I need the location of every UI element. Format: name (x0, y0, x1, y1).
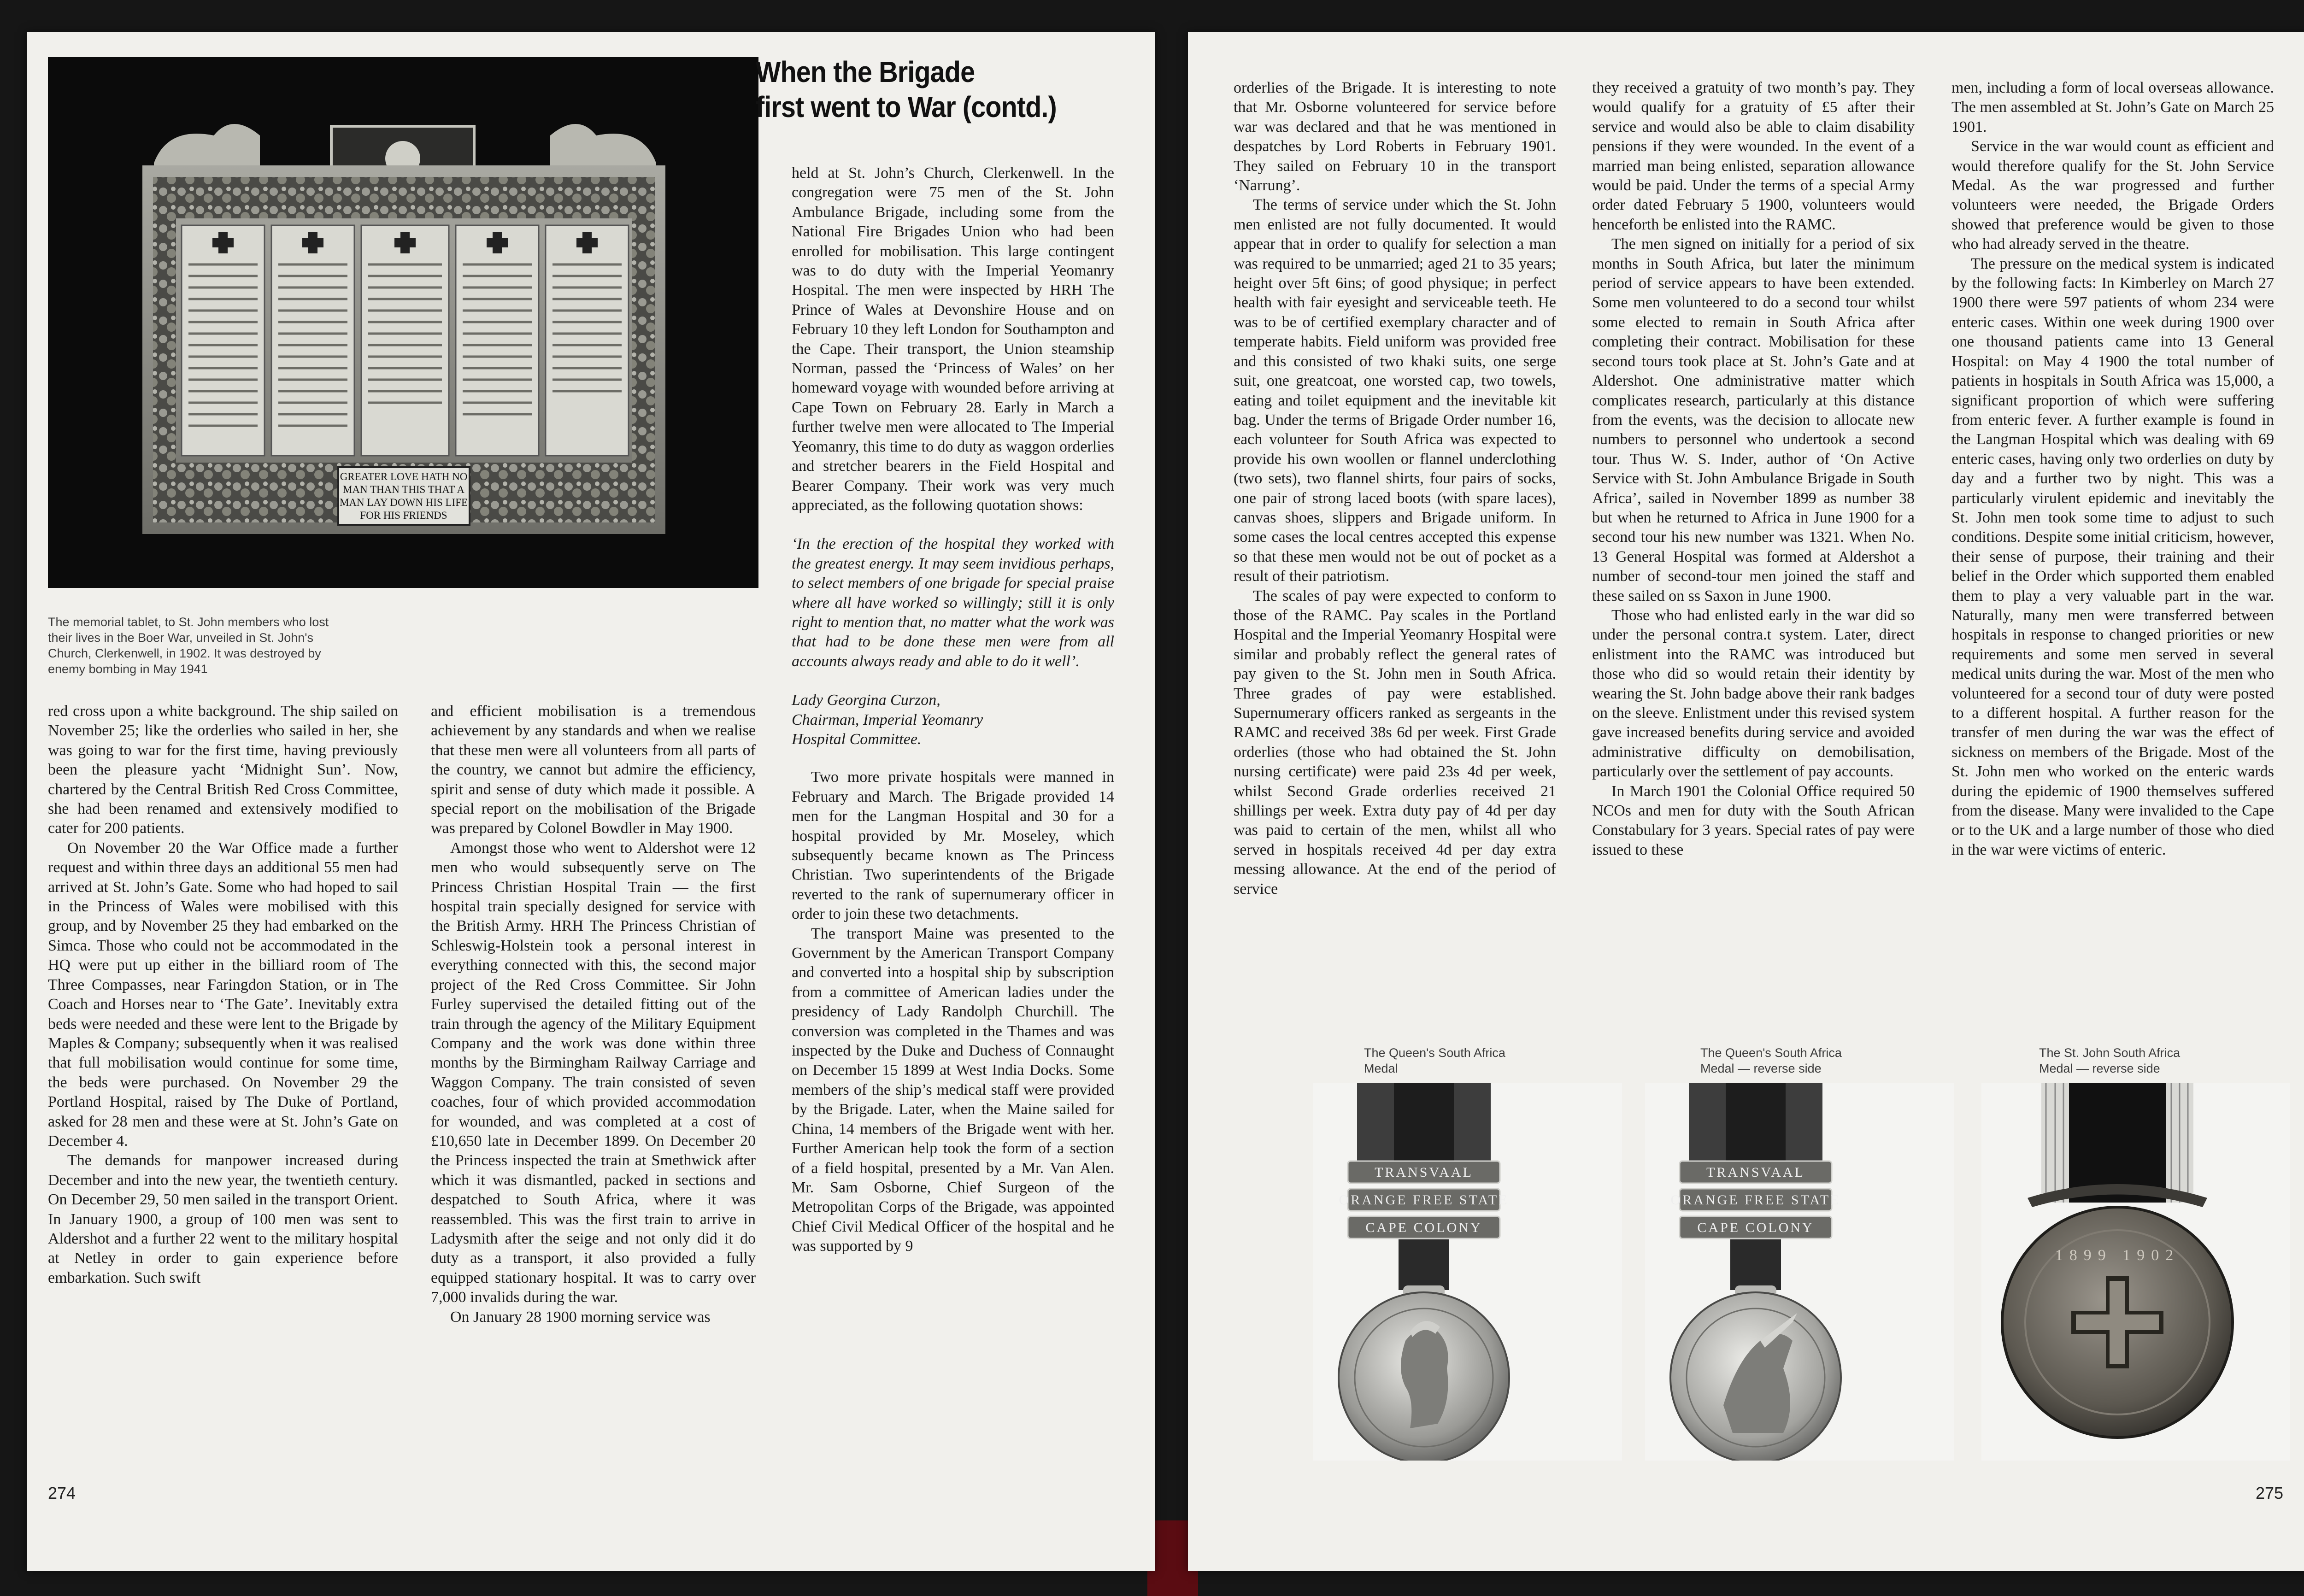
left-column-1 (48, 702, 398, 1288)
clasp-orange-free-state: ORANGE FREE STATE (1339, 1192, 1509, 1208)
memorial-caption: The memorial tablet, to St. John members who lost their lives in the Boer War, unveiled in St. John's Church, Clerkenwell, in 1902. It was destroyed by enemy bombing in May 1941 (48, 615, 329, 676)
queens-south-africa-medal-image (1313, 1083, 1622, 1461)
page-number-right: 275 (2256, 1484, 2284, 1502)
curzon-quote: ‘In the erection of the hospital they worked with the greatest energy. It may seem invidious perhaps, to select members of one brigade for special praise where all have worked so willingly; still it is only right to mention that, no matter what the work was that had to be done these men were from all accounts always ready and able to do it well’. (792, 535, 1114, 670)
clasp-orange-free-state: ORANGE FREE STATE (1670, 1192, 1841, 1208)
memorial-tablet-photo (48, 57, 758, 588)
right-column-1 (1234, 78, 1556, 899)
paragraph: orderlies of the Brigade. It is interesting to note that Mr. Osborne volunteered for service before war was declared and that he was mentioned in despatches by Lord Roberts in February 1901. They sailed on February 10 in the transport ‘Narrung’. (1234, 79, 1556, 194)
inscription-line-1: GREATER LOVE HATH NO (340, 471, 468, 482)
paragraph: held at St. John’s Church, Clerkenwell. In the congregation were 75 men of the St. John Ambulance Brigade, including some from the National Fire Brigades Union who had been enrolled for mobilisation. This large contingent was to do duty with the Imperial Yeomanry Hospital. The men were inspected by HRH The Prince of Wales at Devonshire House and on February 10 they left London for Southampton and the Cape. Their transport, the Union steamship Norman, passed the ‘Princess of Wales’ on her homeward voyage with wounded before arriving at Cape Town on February 28. Early in March a further twelve men were allocated to The Imperial Yeomanry, this time to do duty as waggon orderlies and stretcher bearers in the Field Hospital and Bearer Company. Their work was very much appreciated, as the following quotation shows: (792, 164, 1114, 514)
paragraph: men, including a form of local overseas allowance. The men assembled at St. John’s Gate on March 25 1901. (1951, 79, 2274, 135)
paragraph: Two more private hospitals were manned in February and March. The Brigade provided 14 men for the Langman Hospital and 30 for a hospital provided by Mr. Moseley, which subsequently became known as The Princess Christian. Two superintendents of the Brigade reverted to the rank of supernumerary officer in order to join these two detachments. (792, 769, 1114, 923)
paragraph: The scales of pay were expected to conform to those of the RAMC. Pay scales in the Portland Hospital and the Imperial Yeomanry Hospital were similar and probably reflect the general rates of pay given to the St. John men in South Africa. Three grades of pay were established. Supernumerary officers ranked as sergeants in the RAMC and received 38s 6d per week. First Grade orderlies (those who had obtained the St. John nursing certificate) were paid 23s 4d per week, whilst Second Grade orderlies received 21 shillings per week. Extra duty pay of 4d per day was paid to certain of the men, whilst all who served in hospitals received 4d per day extra messing allowance. At the end of the period of service (1234, 587, 1556, 898)
paragraph: Those who had enlisted early in the war did so under the personal contra.t system. Later, direct enlistment into the RAMC was introduced but those who did so would retain their identity by wearing the St. John badge above their rank badges on the sleeve. Enlistment under this revised system gave increased benefits during service and avoided administrative difficulty on demobilisation, particularly over the settlement of pay accounts. (1592, 606, 1915, 780)
paragraph: On January 28 1900 morning service was (450, 1308, 711, 1326)
paragraph: The terms of service under which the St. John men enlisted are not fully documented. It would appear that in order to qualify for selection a man was required to be unmarried; aged 21 to 35 years; height over 5ft 6ins; of good physique; in perfect health with fair eyesight and serviceable teeth. He was to be of certified exemplary character and of temperate habits. Field uniform was provided free and this consisted of two khaki suits, one serge suit, one greatcoat, one worsted cap, two towels, eating and toilet equipment and the inevitable kit bag. Under the terms of Brigade Order number 16, each volunteer for South Africa was expected to provide his own woollen or flannel underclothing (two sets), two flannel shirts, four pairs of socks, one pair of strong laced boots (with spare laces), canvas shoes, slippers and Brigade uniform. In some cases the local centres accepted this expense so that these men would not be out of pocket as a result of their patriotism. (1234, 196, 1556, 585)
page-number-left: 274 (48, 1484, 76, 1502)
clasp-cape-colony: CAPE COLONY (1697, 1220, 1814, 1235)
inscription-line-2: MAN THAN THIS THAT A (342, 484, 465, 495)
clasp-transvaal: TRANSVAAL (1706, 1165, 1805, 1180)
paragraph: On November 20 the War Office made a further request and within three days an additional 55 men had arrived at St. John’s Gate. Some who had hoped to sail in the Princess of Wales were mobilised with this group, and by November 25 they had embarked on the Simca. Those who could not be accommodated in the HQ were put up either in the billiard room of The Three Compasses, near Faringdon Station, or in The Coach and Horses near to ‘The Gate’. Inevitably extra beds were needed and these were lent to the Brigade by Maples & Company; subsequently when it was realised that full mobilisation would continue for some time, the beds were purchased. On November 29 the Portland Hospital, raised by The Duke of Portland, asked for 28 men and these were at St. John’s Gate on December 4. (48, 839, 398, 1150)
paragraph: and efficient mobilisation is a tremendous achievement by any standards and when we realise that these men were all volunteers from all parts of the country, we cannot but admire the efficiency, spirit and sense of duty which made it possible. A special report on the mobilisation of the Brigade was prepared by Colonel Bowdler in May 1900. (431, 703, 756, 837)
left-column-2 (431, 702, 756, 1327)
paragraph: The men signed on initially for a period of six months in South Africa, but later the minimum period of service appears to have been extended. Some men volunteered to do a second tour whilst some elected to remain in South Africa after completing their contract. Mobilisation for these second tours took place at St. John’s Gate and at Aldershot. One administrative matter which complicates research, particularly at this distance from the events, was the decision to allocate new numbers to personnel who undertook a second tour. Thus W. S. Inder, author of ‘On Active Service with St. John Ambulance Brigade in South Africa’, sailed in November 1899 as number 38 but when he returned to Africa in June 1900 for a second tour his new number was 1321. When No. 13 General Hospital was formed at Aldershot a number of second-tour men joined the staff and these sailed on ss Saxon in June 1900. (1592, 235, 1915, 604)
clasp-cape-colony: CAPE COLONY (1365, 1220, 1482, 1235)
paragraph: The transport Maine was presented to the Government by the American Transport Company and converted into a hospital ship by subscription from a committee of American ladies under the presidency of Lady Randolph Churchill. The conversion was completed in the Thames and was inspected by the Duke and Duchess of Connaught on December 15 1899 at West India Docks. Some members of the ship’s medical staff were provided by the Brigade. Later, when the Maine sailed for China, 14 members of the Brigade went with her. Further American help took the form of a section of a field hospital, presented by a Mr. Van Alen. Mr. Sam Osborne, Chief Surgeon of the Metropolitan Corps of the Brigade, was appointed Chief Civil Medical Officer of the hospital and he was supported by 9 (792, 925, 1114, 1255)
inscription-line-4: FOR HIS FRIENDS (360, 510, 447, 521)
medal-caption-3: The St. John South Africa Medal — reverse side (2039, 1046, 2181, 1075)
paragraph: The demands for manpower increased during December and into the new year, the twentieth century. On December 29, 50 men sailed in the transport Orient. In January 1900, a group of 100 men was sent to Aldershot and a further 22 went to the military hospital at Netley in order to gain experience before embarkation. Such swift (48, 1152, 398, 1286)
paragraph: Service in the war would count as efficient and would therefore qualify for the St. John Service Medal. As the war progressed and further volunteers were needed, the Brigade Orders showed that preference would be given to those who had already served in the theatre. (1951, 138, 2274, 253)
paragraph: red cross upon a white background. The ship sailed on November 25; like the orderlies who sailed in her, she was going to war for the first time, having previously been the pleasure yacht ‘Midnight Sun’. Now, chartered by the Central British Red Cross Committee, she had been renamed and extensively modified to cater for 200 patients. (48, 703, 398, 837)
st-john-south-africa-medal-image (1981, 1083, 2290, 1461)
paragraph: In March 1901 the Colonial Office required 50 NCOs and men for duty with the South African Constabulary for 3 years. Special rates of pay were issued to these (1592, 782, 1915, 858)
right-column-3 (1951, 78, 2274, 860)
article-headline: When the Brigade first went to War (contd.) (756, 55, 1057, 123)
inscription-line-3: MAN LAY DOWN HIS LIFE (339, 497, 468, 508)
paragraph: they received a gratuity of two month’s pay. They would qualify for a gratuity of £5 after their service and would also be able to claim disability pensions if they were wounded. In the event of a married man being enlisted, separation allowance would be paid. Under the terms of a special Army order dated February 5 1900, volunteers would henceforth be enlisted into the RAMC. (1592, 79, 1915, 233)
right-column-2 (1592, 78, 1915, 860)
medal-years: 1899 1902 (2055, 1247, 2180, 1264)
medal-caption-2: The Queen's South Africa Medal — reverse side (1700, 1046, 1842, 1075)
medal-caption-1: The Queen's South Africa Medal (1364, 1046, 1505, 1075)
paragraph: The pressure on the medical system is indicated by the following facts: In Kimberley on March 27 1900 there were 597 patients of whom 234 were enteric cases. Within one week during 1900 over one thousand patients came into 13 General Hospital: on May 4 1900 the total number of patients in hospitals in South Africa was 15,000, a significant proportion of which were suffering from enteric fever. A further example is found in the Langman Hospital which was dealing with 69 enteric cases, having only two orderlies on duty by day and a further two by night. This was a particularly virulent epidemic and inevitably the St. John men took some time to adjust to such conditions. Despite some initial criticism, however, their sense of purpose, their training and their belief in the Order which supported them enabled them to play a very valuable part in the war. Naturally, many men were transferred between hospitals in response to changed priorities or new requirements and some men served in several medical units during the war. Most of the men who volunteered for a second tour of duty were posted to a different hospital. A further reason for the transfer of men during the war was the effect of sickness on members of the Brigade. Most of the St. John men who worked on the enteric wards during the epidemic of 1900 themselves suffered from the disease. Many were invalided to the Cape or to the UK and a large number of those who died in the war were victims of enteric. (1951, 255, 2274, 858)
queens-south-africa-medal-reverse-image (1645, 1083, 1954, 1461)
left-column-3 (792, 164, 1114, 1256)
clasp-transvaal: TRANSVAAL (1375, 1165, 1473, 1180)
paragraph: Amongst those who went to Aldershot were 12 men who would subsequently serve on The Princess Christian Hospital Train — the first hospital train specially designed for service with the British Army. HRH The Princess Christian of Schleswig-Holstein took a personal interest in everything connected with this, the second major project of the Red Cross Committee. Sir John Furley supervised the detailed fitting out of the train through the agency of the Military Equipment Company and the work was done within three months by the Birmingham Railway Carriage and Waggon Company. The train consisted of seven coaches, four of which provided accommodation for wounded, and was completed at a cost of £10,650 late in December 1899. On December 20 the Princess inspected the train at Smethwick after which it was dismantled, packed in sections and despatched to South Africa, where it was reassembled. This was the first train to arrive in Ladysmith after the seige and not only did it do duty as a transport, it also provided a fully equipped stationary hospital. It was to carry over 7,000 invalids during the war. (431, 839, 756, 1306)
memorial-tablet-image (48, 57, 758, 588)
quote-attribution: Lady Georgina Curzon, Chairman, Imperial Yeomanry Hospital Committee. (792, 692, 983, 748)
